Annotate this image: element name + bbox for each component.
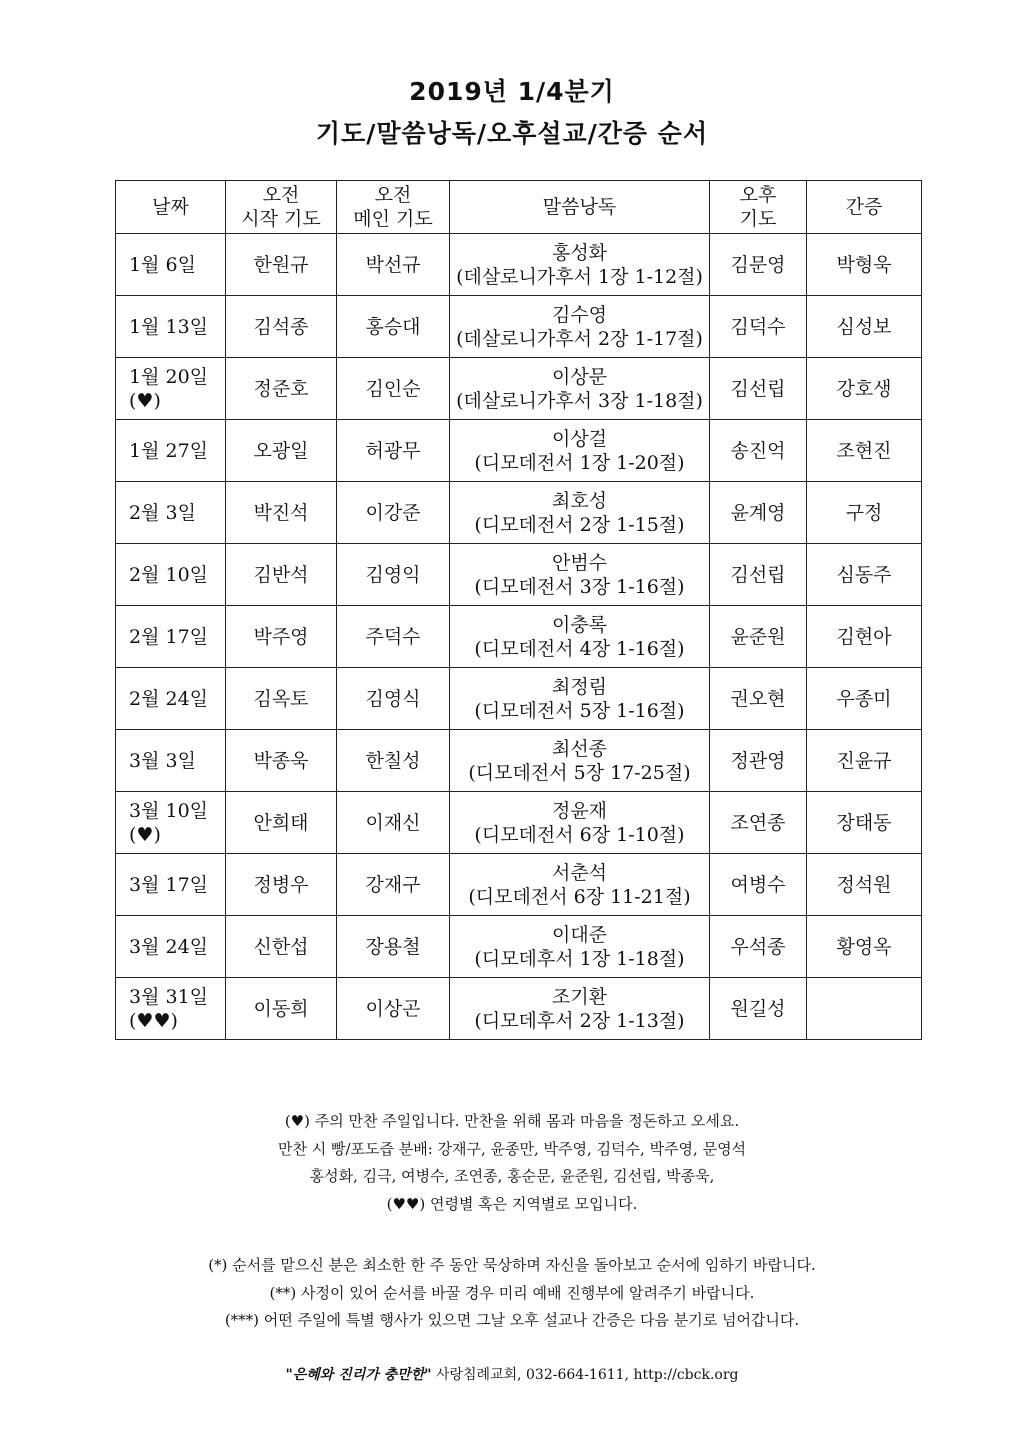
heart-mark: (♥♥) bbox=[129, 1009, 178, 1032]
footer-contact: 사랑침례교회, 032-664-1611, http://cbck.org bbox=[431, 1367, 739, 1383]
cell-am-main-prayer: 이강준 bbox=[337, 482, 450, 544]
schedule-table bbox=[115, 180, 922, 1040]
cell-pm-prayer: 김덕수 bbox=[710, 296, 807, 358]
scripture-passage: (디모데전서 5장 1-16절) bbox=[474, 699, 685, 722]
table-row bbox=[116, 296, 922, 358]
instructions-block bbox=[0, 1252, 1024, 1335]
cell-am-start-prayer: 김반석 bbox=[226, 544, 337, 606]
cell-am-start-prayer: 한원규 bbox=[226, 234, 337, 296]
table-row bbox=[116, 792, 922, 854]
cell-date bbox=[116, 482, 226, 544]
cell-am-start-prayer: 안희태 bbox=[226, 792, 337, 854]
table-row bbox=[116, 668, 922, 730]
cell-pm-prayer: 윤계영 bbox=[710, 482, 807, 544]
date-text: 3월 3일 bbox=[129, 749, 196, 772]
cell-testimony: 강호생 bbox=[807, 358, 922, 420]
heart-mark: (♥) bbox=[129, 389, 161, 412]
table-row bbox=[116, 730, 922, 792]
cell-pm-prayer: 송진억 bbox=[710, 420, 807, 482]
cell-am-main-prayer: 박선규 bbox=[337, 234, 450, 296]
header-testimony: 간증 bbox=[807, 181, 922, 234]
date-text: 3월 31일 bbox=[129, 985, 209, 1008]
cell-reading bbox=[450, 358, 710, 420]
cell-reading bbox=[450, 606, 710, 668]
reader-name: 최정림 bbox=[551, 675, 608, 698]
table-row bbox=[116, 482, 922, 544]
heart-mark: (♥) bbox=[129, 823, 161, 846]
cell-am-main-prayer: 한칠성 bbox=[337, 730, 450, 792]
page-title: 2019년 1/4분기 bbox=[409, 77, 615, 106]
cell-date bbox=[116, 420, 226, 482]
cell-pm-prayer: 우석종 bbox=[710, 916, 807, 978]
cell-am-start-prayer: 김석종 bbox=[226, 296, 337, 358]
cell-pm-prayer: 권오현 bbox=[710, 668, 807, 730]
cell-am-main-prayer: 홍승대 bbox=[337, 296, 450, 358]
cell-pm-prayer: 김문영 bbox=[710, 234, 807, 296]
reader-name: 이대준 bbox=[551, 923, 608, 946]
cell-testimony: 구정 bbox=[807, 482, 922, 544]
cell-am-main-prayer: 김인순 bbox=[337, 358, 450, 420]
cell-am-main-prayer: 이재신 bbox=[337, 792, 450, 854]
date-text: 3월 17일 bbox=[129, 873, 209, 896]
date-text: 2월 17일 bbox=[129, 625, 209, 648]
note-gathering: (♥♥) 연령별 혹은 지역별로 모입니다. bbox=[386, 1194, 638, 1213]
cell-reading bbox=[450, 854, 710, 916]
cell-reading bbox=[450, 792, 710, 854]
table-row bbox=[116, 854, 922, 916]
cell-am-start-prayer: 박진석 bbox=[226, 482, 337, 544]
cell-am-main-prayer: 이상곤 bbox=[337, 978, 450, 1040]
cell-testimony: 정석원 bbox=[807, 854, 922, 916]
scripture-passage: (디모데전서 2장 1-15절) bbox=[474, 513, 685, 536]
cell-pm-prayer: 김선립 bbox=[710, 358, 807, 420]
reader-name: 김수영 bbox=[551, 303, 608, 326]
cell-date bbox=[116, 916, 226, 978]
header-am-start-prayer: 오전 시작 기도 bbox=[226, 181, 337, 234]
header-reading: 말씀낭독 bbox=[450, 181, 710, 234]
cell-am-main-prayer: 김영식 bbox=[337, 668, 450, 730]
date-text: 1월 20일 bbox=[129, 365, 209, 388]
note-distribution-cont: 홍성화, 김극, 여병수, 조연종, 홍순문, 윤준원, 김선립, 박종욱, bbox=[309, 1167, 715, 1185]
scripture-passage: (데살로니가후서 1장 1-12절) bbox=[456, 265, 703, 288]
reader-name: 최호성 bbox=[551, 489, 608, 512]
table-row bbox=[116, 544, 922, 606]
cell-testimony: 우종미 bbox=[807, 668, 922, 730]
table-row bbox=[116, 234, 922, 296]
reader-name: 조기환 bbox=[551, 985, 608, 1008]
table-row bbox=[116, 358, 922, 420]
cell-am-main-prayer: 장용철 bbox=[337, 916, 450, 978]
scripture-passage: (데살로니가후서 3장 1-18절) bbox=[456, 389, 703, 412]
cell-am-start-prayer: 김옥토 bbox=[226, 668, 337, 730]
reader-name: 이충록 bbox=[551, 613, 608, 636]
footer-motto: "은혜와 진리가 충만한" bbox=[285, 1367, 432, 1383]
date-text: 3월 24일 bbox=[129, 935, 209, 958]
cell-am-main-prayer: 김영익 bbox=[337, 544, 450, 606]
reader-name: 이상걸 bbox=[551, 427, 608, 450]
scripture-passage: (디모데전서 5장 17-25절) bbox=[468, 761, 691, 784]
date-text: 2월 3일 bbox=[129, 501, 196, 524]
scripture-passage: (디모데전서 3장 1-16절) bbox=[474, 575, 685, 598]
scripture-passage: (디모데전서 4장 1-16절) bbox=[474, 637, 685, 660]
cell-pm-prayer: 윤준원 bbox=[710, 606, 807, 668]
cell-date bbox=[116, 792, 226, 854]
cell-pm-prayer: 정관영 bbox=[710, 730, 807, 792]
cell-pm-prayer: 김선립 bbox=[710, 544, 807, 606]
note-distribution: 만찬 시 빵/포도즙 분배: 강재구, 윤종만, 박주영, 김덕수, 박주영, 문영석 bbox=[277, 1139, 747, 1158]
date-text: 2월 24일 bbox=[129, 687, 209, 710]
date-text: 1월 6일 bbox=[129, 253, 196, 276]
cell-pm-prayer: 여병수 bbox=[710, 854, 807, 916]
instruction-3: (***) 어떤 주일에 특별 행사가 있으면 그날 오후 설교나 간증은 다음 분기로 넘어갑니다. bbox=[224, 1311, 800, 1329]
cell-reading bbox=[450, 234, 710, 296]
cell-testimony: 장태동 bbox=[807, 792, 922, 854]
cell-reading bbox=[450, 730, 710, 792]
table-row bbox=[116, 978, 922, 1040]
scripture-passage: (디모데전서 1장 1-20절) bbox=[474, 451, 685, 474]
footer bbox=[0, 1364, 1024, 1384]
date-text: 1월 13일 bbox=[129, 315, 209, 338]
cell-reading bbox=[450, 668, 710, 730]
cell-reading bbox=[450, 296, 710, 358]
cell-testimony: 심동주 bbox=[807, 544, 922, 606]
cell-date bbox=[116, 296, 226, 358]
date-text: 1월 27일 bbox=[129, 439, 209, 462]
cell-am-start-prayer: 박종욱 bbox=[226, 730, 337, 792]
header-date: 날짜 bbox=[116, 181, 226, 234]
cell-am-main-prayer: 강재구 bbox=[337, 854, 450, 916]
cell-testimony: 조현진 bbox=[807, 420, 922, 482]
table-header-row bbox=[116, 181, 922, 234]
date-text: 3월 10일 bbox=[129, 799, 209, 822]
cell-date bbox=[116, 234, 226, 296]
reader-name: 이상문 bbox=[551, 365, 608, 388]
cell-reading bbox=[450, 482, 710, 544]
instruction-1: (*) 순서를 맡으신 분은 최소한 한 주 동안 묵상하며 자신을 돌아보고 순서에 임하기 바랍니다. bbox=[208, 1256, 816, 1274]
note-communion: (♥) 주의 만찬 주일입니다. 만찬을 위해 몸과 마음을 정돈하고 오세요. bbox=[284, 1112, 740, 1130]
cell-am-start-prayer: 신한섭 bbox=[226, 916, 337, 978]
cell-date bbox=[116, 668, 226, 730]
table-row bbox=[116, 916, 922, 978]
reader-name: 홍성화 bbox=[551, 241, 608, 264]
cell-am-start-prayer: 오광일 bbox=[226, 420, 337, 482]
date-text: 2월 10일 bbox=[129, 563, 209, 586]
cell-testimony: 황영옥 bbox=[807, 916, 922, 978]
cell-reading bbox=[450, 916, 710, 978]
cell-pm-prayer: 조연종 bbox=[710, 792, 807, 854]
cell-reading bbox=[450, 978, 710, 1040]
cell-am-main-prayer: 주덕수 bbox=[337, 606, 450, 668]
cell-am-start-prayer: 정준호 bbox=[226, 358, 337, 420]
scripture-passage: (디모데전서 6장 1-10절) bbox=[474, 823, 685, 846]
scripture-passage: (디모데전서 6장 11-21절) bbox=[468, 885, 691, 908]
notes-block bbox=[0, 1108, 1024, 1218]
header-pm-prayer: 오후 기도 bbox=[710, 181, 807, 234]
scripture-passage: (디모데후서 2장 1-13절) bbox=[474, 1009, 685, 1032]
cell-date bbox=[116, 978, 226, 1040]
table-row bbox=[116, 420, 922, 482]
table-row bbox=[116, 606, 922, 668]
reader-name: 안범수 bbox=[551, 551, 608, 574]
header-am-main-prayer: 오전 메인 기도 bbox=[337, 181, 450, 234]
scripture-passage: (디모데후서 1장 1-18절) bbox=[474, 947, 685, 970]
cell-testimony: 박형욱 bbox=[807, 234, 922, 296]
cell-testimony: 진윤규 bbox=[807, 730, 922, 792]
cell-am-main-prayer: 허광무 bbox=[337, 420, 450, 482]
cell-testimony: 심성보 bbox=[807, 296, 922, 358]
cell-am-start-prayer: 정병우 bbox=[226, 854, 337, 916]
cell-pm-prayer: 원길성 bbox=[710, 978, 807, 1040]
instruction-2: (**) 사정이 있어 순서를 바꿀 경우 미리 예배 진행부에 알려주기 바랍니다. bbox=[269, 1283, 755, 1302]
reader-name: 서춘석 bbox=[551, 861, 608, 884]
cell-date bbox=[116, 854, 226, 916]
cell-date bbox=[116, 358, 226, 420]
cell-reading bbox=[450, 544, 710, 606]
reader-name: 정윤재 bbox=[551, 799, 608, 822]
cell-testimony bbox=[807, 978, 922, 1040]
cell-am-start-prayer: 이동희 bbox=[226, 978, 337, 1040]
cell-date bbox=[116, 606, 226, 668]
cell-date bbox=[116, 730, 226, 792]
cell-reading bbox=[450, 420, 710, 482]
cell-testimony: 김현아 bbox=[807, 606, 922, 668]
cell-am-start-prayer: 박주영 bbox=[226, 606, 337, 668]
reader-name: 최선종 bbox=[551, 737, 608, 760]
scripture-passage: (데살로니가후서 2장 1-17절) bbox=[456, 327, 703, 350]
cell-date bbox=[116, 544, 226, 606]
page-subtitle: 기도/말씀낭독/오후설교/간증 순서 bbox=[315, 119, 709, 148]
